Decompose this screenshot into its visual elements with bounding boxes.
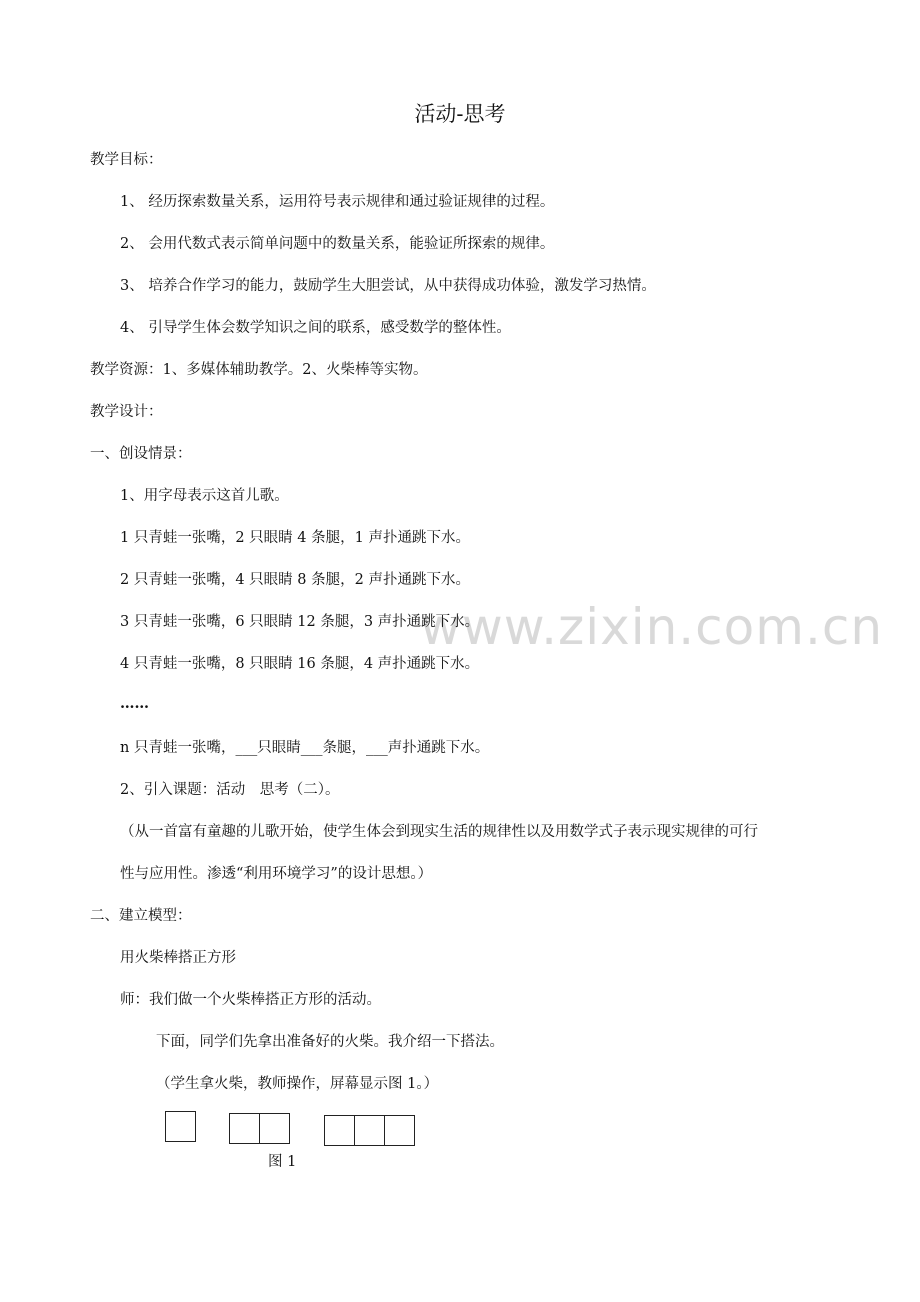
- teacher-line: 师：我们做一个火柴棒搭正方形的活动。: [120, 992, 381, 1008]
- square-3-a: [324, 1115, 355, 1146]
- note-line-2: 性与应用性。渗透“利用环境学习”的设计思想。）: [120, 866, 433, 882]
- rhyme-line-4: 4 只青蛙一张嘴，8 只眼睛 16 条腿，4 声扑通跳下水。: [120, 656, 480, 672]
- section-goals: 教学目标：: [90, 152, 163, 168]
- step-1: 1、用字母表示这首儿歌。: [120, 488, 289, 504]
- square-3-b: [354, 1115, 385, 1146]
- heading-model: 二、建立模型：: [90, 908, 192, 924]
- square-2-a: [229, 1113, 260, 1144]
- step-2: 2、引入课题：活动 思考（二）。: [120, 782, 340, 798]
- section-design: 教学设计：: [90, 404, 163, 420]
- watermark: www.zixin.com.cn: [420, 598, 884, 656]
- goal-3: 3、 培养合作学习的能力，鼓励学生大胆尝试，从中获得成功体验，激发学习热情。: [120, 278, 656, 294]
- model-subtitle: 用火柴棒搭正方形: [120, 950, 236, 966]
- square-1-a: [165, 1111, 196, 1142]
- document-title: 活动-思考: [414, 102, 506, 126]
- action-line: （学生拿火柴，教师操作，屏幕显示图 1。）: [156, 1076, 439, 1092]
- rhyme-line-1: 1 只青蛙一张嘴，2 只眼睛 4 条腿，1 声扑通跳下水。: [120, 530, 470, 546]
- instruction-line: 下面，同学们先拿出准备好的火柴。我介绍一下搭法。: [156, 1034, 504, 1050]
- rhyme-line-2: 2 只青蛙一张嘴，4 只眼睛 8 条腿，2 声扑通跳下水。: [120, 572, 470, 588]
- rhyme-line-n: n 只青蛙一张嘴，___只眼睛___条腿，___声扑通跳下水。: [120, 740, 490, 756]
- goal-4: 4、 引导学生体会数学知识之间的联系，感受数学的整体性。: [120, 320, 511, 336]
- square-3-c: [384, 1115, 415, 1146]
- note-line-1: （从一首富有童趣的儿歌开始，使学生体会到现实生活的规律性以及用数学式子表示现实规律的可行: [120, 824, 758, 840]
- resources: 教学资源：1、多媒体辅助教学。2、火柴棒等实物。: [90, 362, 428, 378]
- rhyme-line-3: 3 只青蛙一张嘴，6 只眼睛 12 条腿，3 声扑通跳下水。: [120, 614, 480, 630]
- goal-1: 1、 经历探索数量关系，运用符号表示规律和通过验证规律的过程。: [120, 194, 555, 210]
- square-2-b: [259, 1113, 290, 1144]
- heading-scenario: 一、创设情景：: [90, 446, 192, 462]
- ellipsis: ……: [120, 695, 149, 712]
- goal-2: 2、 会用代数式表示简单问题中的数量关系，能验证所探索的规律。: [120, 236, 555, 252]
- figure-caption: 图 1: [268, 1154, 297, 1170]
